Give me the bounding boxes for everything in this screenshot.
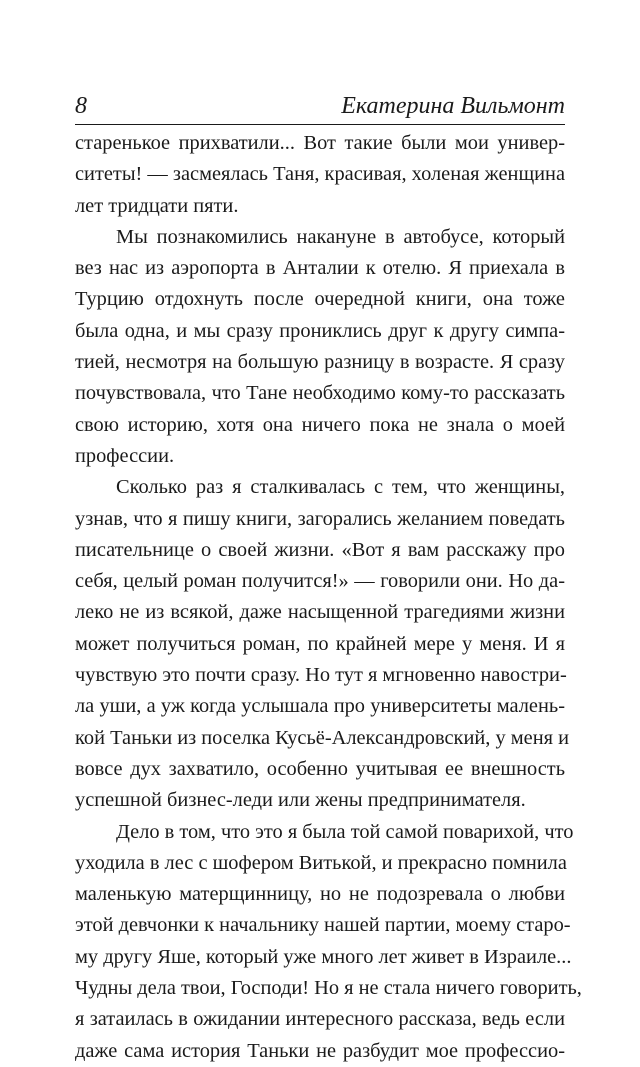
text-line: му другу Яше, который уже много лет живет в Израиле... [75, 945, 572, 968]
text-line: вез нас из аэропорта в Анталии к отелю. Я приехала в [75, 257, 565, 280]
text-line: профессии. [75, 444, 175, 467]
text-line: может получиться роман, по крайней мере у меня. И я [75, 632, 565, 655]
author-name: Екатерина Вильмонт [341, 93, 565, 119]
text-line: свою историю, хотя она ничего пока не знала о моей [75, 413, 565, 436]
text-line: уходила в лес с шофером Витькой, и прекрасно помнила [75, 851, 567, 874]
text-line: чувствую это почти сразу. Но тут я мгновенно навостри- [75, 664, 567, 687]
text-line: ла уши, а уж когда услышала про университеты малень- [75, 695, 565, 718]
header-divider [75, 124, 565, 125]
text-line: даже сама история Таньки не разбудит мое профессио- [75, 1039, 565, 1062]
text-line: вовсе дух захватило, особенно учитывая ее внешность [75, 757, 565, 780]
text-line: кой Таньки из поселка Кусьё-Александровский, у меня и [75, 726, 570, 749]
running-header [75, 92, 565, 122]
text-line: писательнице о своей жизни. «Вот я вам расскажу про [75, 538, 565, 561]
text-line: Турцию отдохнуть после очередной книги, она тоже [75, 288, 565, 311]
text-line: леко не из всякой, даже насыщенной трагедиями жизни [75, 601, 565, 624]
text-line: тией, несмотря на большую разницу в возрасте. Я сразу [75, 351, 565, 374]
text-line: успешной бизнес-леди или жены предпринимателя. [75, 789, 526, 812]
text-line: маленькую матерщинницу, но не подозревала о любви [75, 883, 565, 906]
text-line: Чудны дела твои, Господи! Но я не стала ничего говорить, [75, 977, 582, 1000]
page-number: 8 [75, 93, 87, 119]
text-line: Дело в том, что это я была той самой поварихой, что [116, 820, 574, 843]
text-line: себя, целый роман получится!» — говорили они. Но да- [75, 570, 565, 593]
text-line: Сколько раз я сталкивалась с тем, что женщины, [116, 476, 565, 499]
text-line: старенькое прихватили... Вот такие были мои универ- [75, 132, 565, 154]
text-line: этой девчонки к начальнику нашей партии, моему старо- [75, 914, 571, 937]
text-line: лет тридцати пяти. [75, 194, 239, 217]
text-line: я затаилась в ожидании интересного рассказа, ведь если [75, 1008, 565, 1031]
text-line: узнав, что я пишу книги, загорались желанием поведать [75, 507, 565, 530]
text-line: была одна, и мы сразу прониклись друг к другу симпа- [75, 319, 565, 342]
body-text [75, 128, 582, 1067]
text-line: почувствовала, что Тане необходимо кому-то рассказать [75, 382, 565, 405]
text-line: Мы познакомились накануне в автобусе, который [116, 225, 565, 248]
text-line: ситеты! — засмеялась Таня, красивая, холеная женщина [75, 163, 566, 186]
